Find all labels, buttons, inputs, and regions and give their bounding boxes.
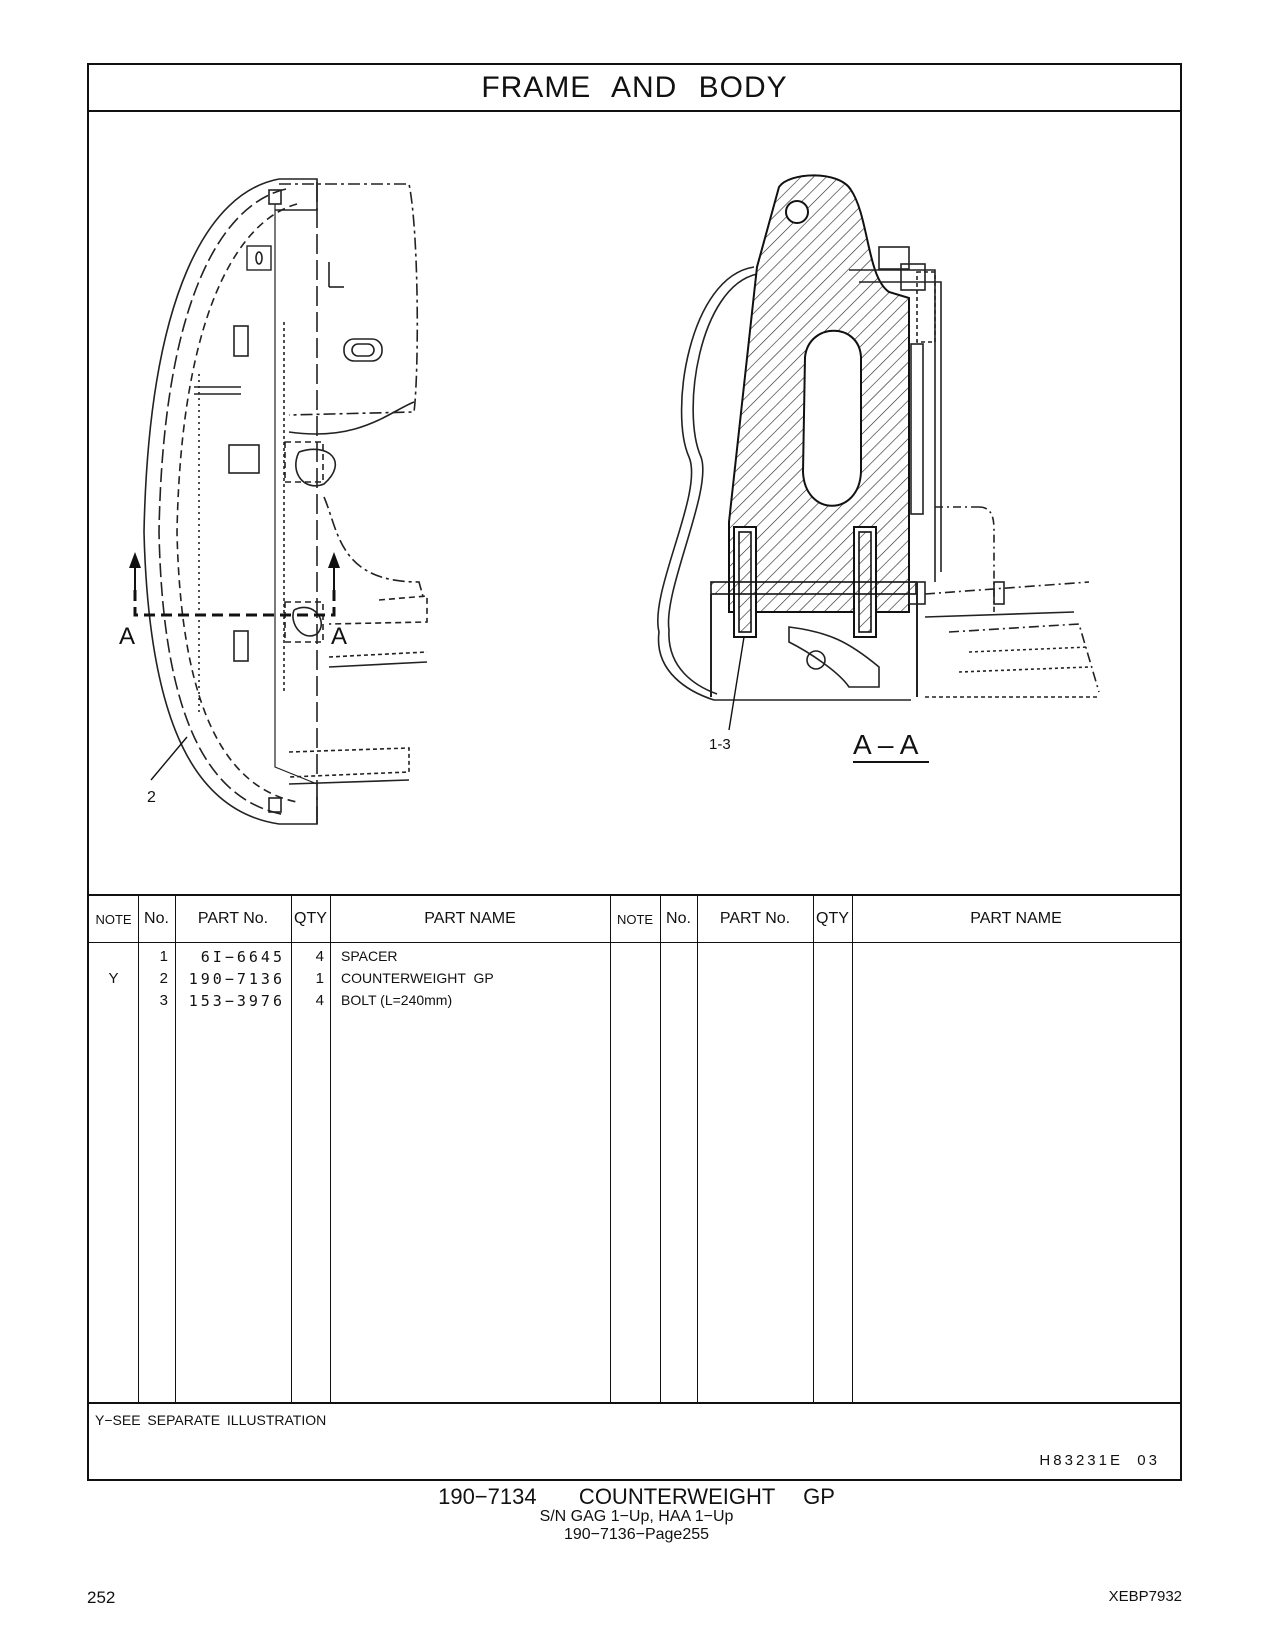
col-divider	[610, 896, 611, 1402]
parts-table	[89, 894, 1180, 1402]
row-2-qty: 1	[315, 970, 324, 987]
row-1-part-no: 6I−6645	[200, 948, 285, 966]
header-note-2: NOTE	[616, 911, 654, 927]
row-3-part-no: 153−3976	[188, 992, 285, 1010]
section-view-label: A – A	[853, 729, 919, 760]
serial-range: S/N GAG 1−Up, HAA 1−Up	[539, 1508, 734, 1525]
col-divider	[330, 896, 331, 1402]
header-part-name-2: PART NAME	[970, 910, 1062, 927]
row-2-no: 2	[159, 970, 168, 987]
col-divider	[852, 896, 853, 1402]
section-view-drawing	[658, 175, 1099, 700]
header-no: No.	[144, 910, 169, 927]
header-part-no-2: PART No.	[719, 910, 791, 927]
col-divider	[660, 896, 661, 1402]
header-qty: QTY	[294, 910, 327, 927]
callout-1-3-label: 1-3	[709, 736, 731, 753]
parts-illustration	[89, 112, 1180, 894]
header-part-no: PART No.	[197, 910, 269, 927]
row-1-no: 1	[159, 948, 168, 965]
row-1-part-name: SPACER	[341, 948, 398, 964]
row-3-qty: 4	[315, 992, 324, 1009]
header-note: NOTE	[95, 911, 132, 927]
publication-code: XEBP7932	[1108, 1588, 1182, 1605]
row-1-qty: 4	[315, 948, 324, 965]
table-header	[89, 896, 1180, 943]
counterweight-drawing	[89, 112, 1180, 894]
col-divider	[697, 896, 698, 1402]
parts-page-frame	[87, 63, 1182, 1481]
header-qty-2: QTY	[816, 910, 849, 927]
page-title: FRAME AND BODY	[89, 65, 1180, 112]
row-2-part-name: COUNTERWEIGHT GP	[341, 970, 494, 986]
row-3-no: 3	[159, 992, 168, 1009]
row-2-part-no: 190−7136	[188, 970, 285, 988]
row-3-part-name: BOLT (L=240mm)	[341, 992, 453, 1008]
page-number: 252	[87, 1588, 116, 1607]
footnote-text: Y−SEE SEPARATE ILLUSTRATION	[95, 1412, 327, 1428]
row-2-note: Y	[108, 970, 119, 987]
callout-1-3-leader	[729, 637, 744, 730]
callout-2-leader	[151, 737, 187, 780]
group-title: 190−7134 COUNTERWEIGHT GP	[438, 1484, 835, 1509]
section-mark-left: A	[119, 623, 136, 650]
illustration-code: H83231E 03	[1039, 1452, 1160, 1469]
col-divider	[813, 896, 814, 1402]
section-mark-right: A	[331, 623, 348, 650]
footnote-area	[89, 1402, 1180, 1481]
callout-2-label: 2	[147, 789, 156, 806]
header-part-name: PART NAME	[424, 910, 516, 927]
see-reference: 190−7136−Page255	[563, 1526, 710, 1543]
top-view-drawing	[144, 179, 427, 824]
header-no-2: No.	[666, 910, 691, 927]
